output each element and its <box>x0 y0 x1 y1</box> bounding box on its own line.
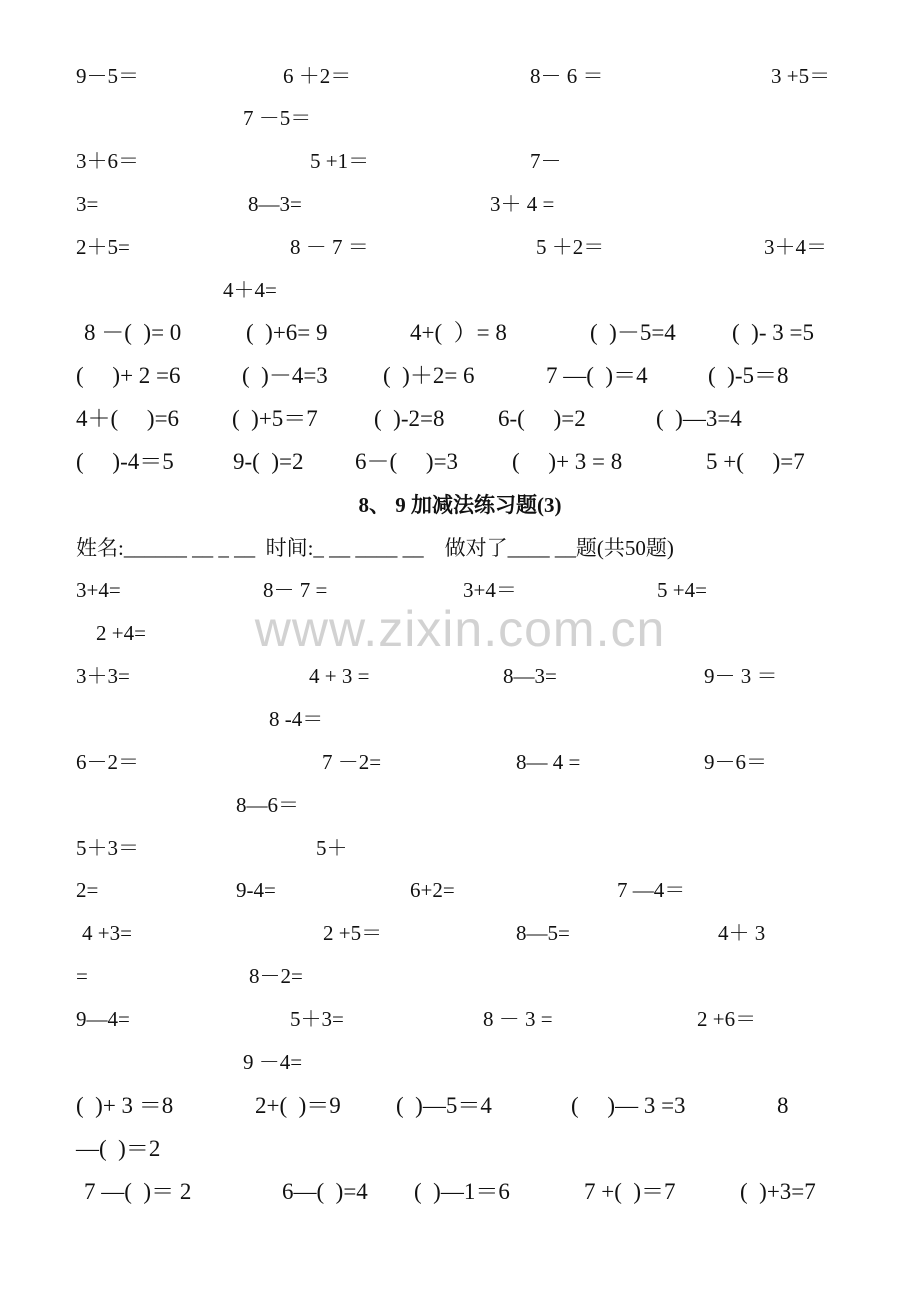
problem-item: 3＋ 4 = <box>490 192 555 216</box>
problem-item: 8— 4 = <box>516 750 581 774</box>
problem-item: 5 +1＝ <box>310 149 370 173</box>
problem-item: 8－2= <box>249 964 303 988</box>
problem-item: 6－2＝ <box>76 750 139 774</box>
section-title: 8、 9 加减法练习题(3) <box>358 493 562 517</box>
blank-problem: ( )+ 3 = 8 <box>512 449 623 474</box>
problem-item: 7 —4＝ <box>617 878 686 902</box>
problem-item: 3+4= <box>76 578 121 602</box>
watermark: www.zixin.com.cn <box>254 601 666 657</box>
problem-item: 9 －4= <box>243 1050 303 1074</box>
problem-item: 8 -4＝ <box>269 707 324 731</box>
problem-item: 9－ 3 ＝ <box>704 664 778 688</box>
blank-problem: 4＋( )=6 <box>76 406 180 431</box>
blank-problem: 6－( )=3 <box>355 449 459 474</box>
problem-item: 2＋5= <box>76 235 130 259</box>
problem-item: 2= <box>76 878 99 902</box>
problem-item: 3＋3= <box>76 664 130 688</box>
blank-problem: 8 <box>777 1093 789 1118</box>
problem-item: 5 ＋2＝ <box>536 235 605 259</box>
problem-item: 5＋ <box>316 836 348 860</box>
blank-problem: ( )—1＝6 <box>414 1179 510 1204</box>
blank-problem: 7 —( )＝ 2 <box>84 1179 192 1204</box>
problem-item: 4＋ 3 <box>718 921 766 945</box>
problem-item: 9－5＝ <box>76 64 139 88</box>
blank-problem: 7 +( )＝7 <box>584 1179 676 1204</box>
blank-problem: ( )－5=4 <box>590 320 676 345</box>
blank-problem: ( )— 3 =3 <box>571 1093 686 1118</box>
problem-item: 7－ <box>530 149 562 173</box>
problem-item: 4 + 3 = <box>309 664 370 688</box>
problem-item: 2 +5＝ <box>323 921 383 945</box>
problem-item: 2 +4= <box>96 621 146 645</box>
blank-problem: 6—( )=4 <box>282 1179 368 1204</box>
blank-problem: ( )—5＝4 <box>396 1093 492 1118</box>
problem-item: 3 +5＝ <box>771 64 831 88</box>
problem-item: 3＋6＝ <box>76 149 139 173</box>
blank-problem: 9-( )=2 <box>233 449 304 474</box>
blank-problem: ( )- 3 =5 <box>732 320 814 345</box>
problem-item: 5＋3＝ <box>76 836 139 860</box>
problem-item: 4＋4= <box>223 278 277 302</box>
blank-problem: 2+( )＝9 <box>255 1093 341 1118</box>
blank-problem: ( )+6= 9 <box>246 320 328 345</box>
problem-item: 2 +6＝ <box>697 1007 757 1031</box>
problem-item: 8—6＝ <box>236 793 299 817</box>
blank-problem: ( )+5＝7 <box>232 406 318 431</box>
blank-problem: ( )-2=8 <box>374 406 445 431</box>
problem-item: 7 －5＝ <box>243 106 312 130</box>
blank-problem: 4+( ）= 8 <box>410 320 507 345</box>
problem-item: 8—5= <box>516 921 570 945</box>
problem-item: 3＋4＝ <box>764 235 827 259</box>
problem-item: 9－6＝ <box>704 750 767 774</box>
problem-item: 3+4＝ <box>463 578 517 602</box>
name-time-score-line: 姓名:______ __ _ __ 时间:_ __ ____ __ 做对了____ __题(共50题) <box>76 536 674 560</box>
problem-item: 9-4= <box>236 878 276 902</box>
problem-item: 5＋3= <box>290 1007 344 1031</box>
problem-item: 7 －2= <box>322 750 382 774</box>
blank-problem: ( )-4＝5 <box>76 449 174 474</box>
blank-problem: ( )+ 3 ＝8 <box>76 1093 174 1118</box>
blank-problem: 7 —( )＝4 <box>546 363 648 388</box>
blank-problem: ( )+3=7 <box>740 1179 816 1204</box>
blank-problem: —( )＝2 <box>76 1136 161 1161</box>
blank-problem: ( )-5＝8 <box>708 363 789 388</box>
blank-problem: ( )－4=3 <box>242 363 328 388</box>
blank-problem: ( )+ 2 =6 <box>76 363 181 388</box>
problem-item: 9—4= <box>76 1007 130 1031</box>
problem-item: 5 +4= <box>657 578 707 602</box>
problem-item: 8 － 3 = <box>483 1007 553 1031</box>
problem-item: 8－ 7 = <box>263 578 328 602</box>
problem-item: 4 +3= <box>82 921 132 945</box>
blank-problem: 8 －( )= 0 <box>84 320 182 345</box>
problem-item: 6 ＋2＝ <box>283 64 352 88</box>
problem-item: 6+2= <box>410 878 455 902</box>
problem-item: = <box>76 964 88 988</box>
problem-item: 8－ 6 ＝ <box>530 64 604 88</box>
blank-problem: 5 +( )=7 <box>706 449 805 474</box>
problem-item: 3= <box>76 192 99 216</box>
blank-problem: ( )—3=4 <box>656 406 742 431</box>
problem-item: 8—3= <box>503 664 557 688</box>
blank-problem: 6-( )=2 <box>498 406 586 431</box>
blank-problem: ( )＋2= 6 <box>383 363 475 388</box>
problem-item: 8 － 7 ＝ <box>290 235 369 259</box>
problem-item: 8—3= <box>248 192 302 216</box>
